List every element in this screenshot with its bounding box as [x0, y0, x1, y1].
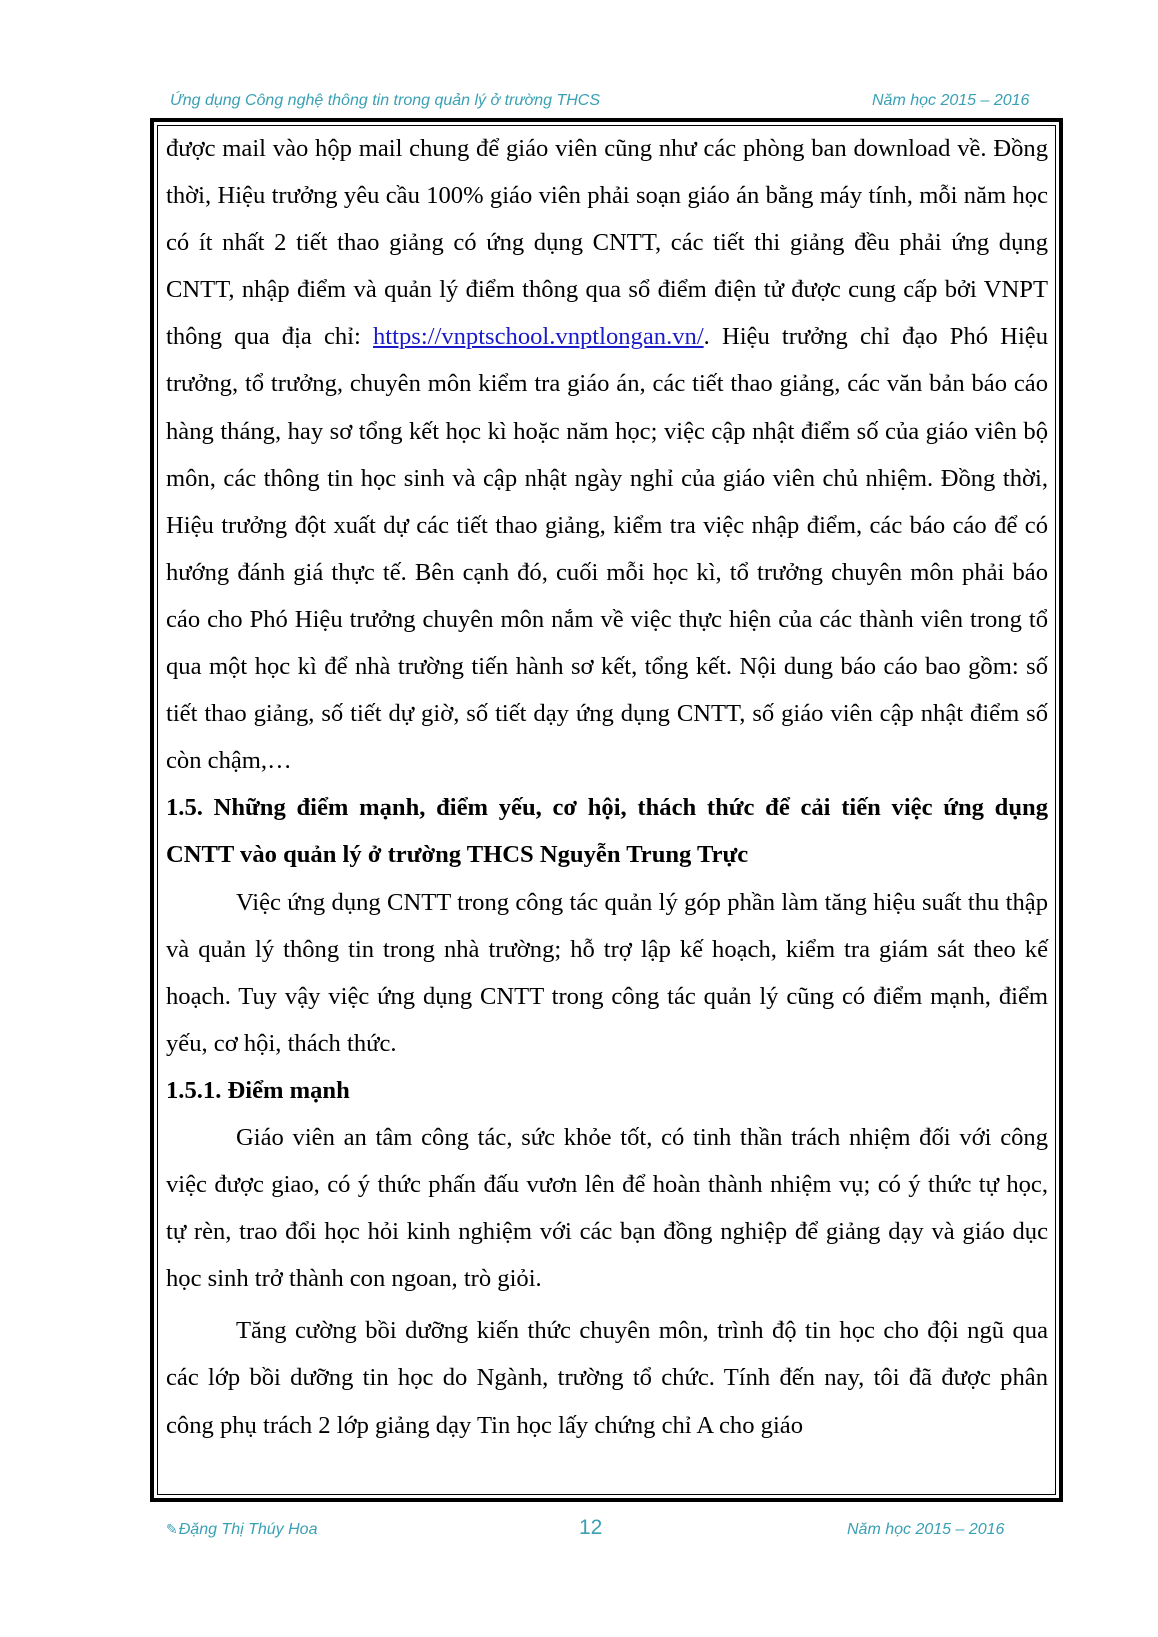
- paragraph-intro: [166, 125, 1048, 784]
- header-title: Ứng dụng Công nghệ thông tin trong quản lý ở trường THCS: [170, 92, 600, 109]
- paragraph-intro-rest: . Hiệu trưởng chỉ đạo Phó Hiệu trưởng, tổ trưởng, chuyên môn kiểm tra giáo án, các tiết thao giảng, các văn bản báo cáo hàng tháng, hay sơ tổng kết học kì hoặc năm học; việc cập nhật điểm số của giáo viên bộ môn, các thông tin học sinh và cập nhật ngày nghỉ của giáo viên chủ nhiệm. Đồng thời, Hiệu trưởng đột xuất dự các tiết thao giảng, kiểm tra việc nhập điểm, các báo cáo để có hướng đánh giá thực tế. Bên cạnh đó, cuối mỗi học kì, tổ trưởng chuyên môn phải báo cáo cho Phó Hiệu trưởng chuyên môn nắm về việc thực hiện của các thành viên trong tổ qua một học kì để nhà trường tiến hành sơ kết, tổng kết. Nội dung báo cáo bao gồm: số tiết thao giảng, số tiết dự giờ, số tiết dạy ứng dụng CNTT, số giáo viên cập nhật điểm số còn chậm,…: [166, 323, 1048, 775]
- pen-icon: ✎: [166, 1521, 178, 1537]
- paragraph-intro-start: được mail vào hộp mail chung để giáo viên cũng như các phòng ban download về. Đồng thời, Hiệu trưởng yêu cầu 100% giáo viên phải soạn giáo án bằng máy tính, mỗi năm học có ít nhất 2 tiết thao giảng có ứng dụng CNTT, các tiết thi giảng đều phải ứng dụng CNTT, nhập điểm và quản lý điểm thông qua sổ điểm điện tử được cung cấp bởi VNPT thông qua địa chỉ:: [166, 135, 1048, 351]
- section-heading-1-5: 1.5. Những điểm mạnh, điểm yếu, cơ hội, thách thức để cải tiến việc ứng dụng CNTT vào quản lý ở trường THCS Nguyễn Trung Trực: [166, 794, 1048, 869]
- paragraph-teachers-strengths: Giáo viên an tâm công tác, sức khỏe tốt, có tinh thần trách nhiệm đối với công việc được giao, có ý thức phấn đấu vươn lên để hoàn thành nhiệm vụ; có ý thức tự học, tự rèn, trao đổi học hỏi kinh nghiệm với các bạn đồng nghiệp để giảng dạy và giáo dục học sinh trở thành con ngoan, trò giỏi.: [166, 1123, 1048, 1293]
- vnptschool-link[interactable]: https://vnptschool.vnptlongan.vn/: [373, 323, 704, 351]
- footer-author: [166, 1521, 317, 1539]
- section-heading-1-5-1: 1.5.1. Điểm mạnh: [166, 1076, 350, 1104]
- page-number: 12: [579, 1516, 603, 1539]
- header-school-year: Năm học 2015 – 2016: [872, 92, 1030, 109]
- paragraph-ict-usage: Việc ứng dụng CNTT trong công tác quản lý góp phần làm tăng hiệu suất thu thập và quản lý thông tin trong nhà trường; hỗ trợ lập kế hoạch, kiểm tra giám sát theo kế hoạch. Tuy vậy việc ứng dụng CNTT trong công tác quản lý cũng có điểm mạnh, điểm yếu, cơ hội, thách thức.: [166, 888, 1048, 1057]
- footer-author-name: Đặng Thị Thúy Hoa: [178, 1521, 318, 1538]
- page-content: [166, 125, 1048, 1449]
- footer-school-year: Năm học 2015 – 2016: [847, 1521, 1005, 1538]
- paragraph-training: Tăng cường bồi dưỡng kiến thức chuyên môn, trình độ tin học cho đội ngũ qua các lớp bồi dưỡng tin học do Ngành, trường tổ chức. Tính đến nay, tôi đã được phân công phụ trách 2 lớp giảng dạy Tin học lấy chứng chỉ A cho giáo: [166, 1317, 1048, 1439]
